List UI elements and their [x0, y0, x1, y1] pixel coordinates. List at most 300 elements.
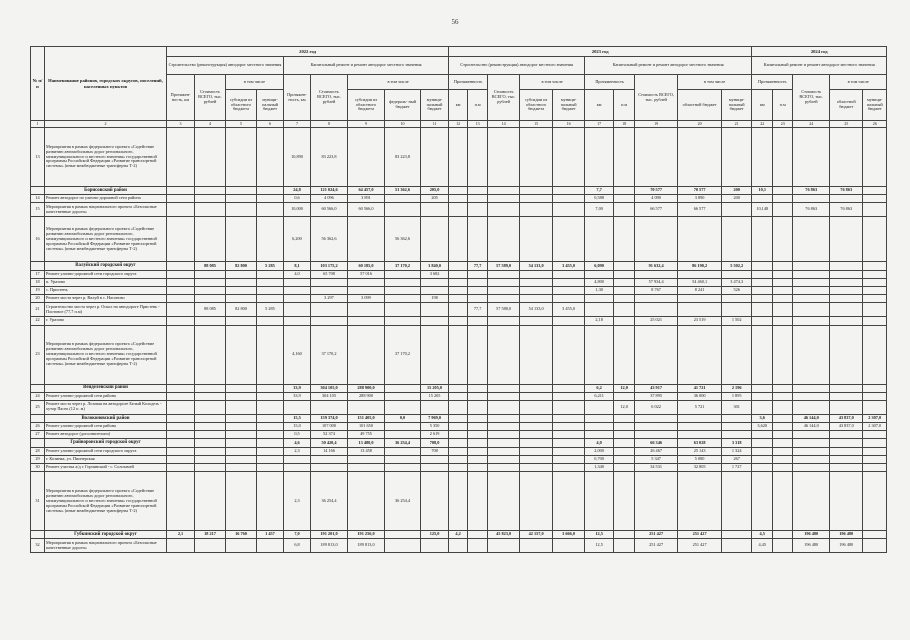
cell-value — [863, 295, 887, 303]
cell-value — [468, 278, 488, 286]
cell-value — [226, 455, 257, 463]
cell-value: 66 346 — [635, 439, 678, 447]
row-name: Ремонт участка а/д г. Горчинский - с. Солохачей — [45, 464, 167, 472]
cell-value: 6,8 — [284, 539, 311, 553]
column-number: 5 — [226, 121, 257, 128]
cell-value — [722, 472, 752, 531]
cell-value — [167, 325, 195, 384]
cell-value — [195, 414, 226, 422]
cell-value — [863, 278, 887, 286]
row-name: г. Уразово — [45, 317, 167, 325]
cell-value — [793, 286, 830, 294]
cell-value: 57 588,0 — [488, 303, 520, 317]
cell-value: 4,2 — [449, 531, 468, 539]
cell-value — [678, 423, 722, 431]
cell-value — [722, 414, 752, 422]
cell-value — [488, 187, 520, 195]
cell-value: 66 577 — [678, 203, 722, 217]
cell-value — [385, 195, 421, 203]
cell-value — [488, 278, 520, 286]
cell-value — [520, 455, 553, 463]
cell-value: 191 256,0 — [348, 531, 385, 539]
cell-value — [863, 270, 887, 278]
cell-value — [449, 423, 468, 431]
cell-value: 36 254,4 — [385, 472, 421, 531]
header-cost: Стоимость ВСЕГО, тыс. рублей — [635, 75, 678, 121]
header-repair-2022: Капитальный ремонт и ремонт автодорог местного значения — [284, 57, 449, 75]
cell-value — [226, 295, 257, 303]
cell-value — [553, 464, 585, 472]
cell-value — [468, 270, 488, 278]
cell-value: 82 800 — [226, 262, 257, 270]
cell-value — [773, 217, 793, 262]
cell-value — [226, 472, 257, 531]
cell-value — [635, 270, 678, 278]
cell-value — [553, 195, 585, 203]
cell-value: 304 105,0 — [311, 384, 348, 392]
cell-value: 288 900 — [348, 392, 385, 400]
cell-value — [793, 455, 830, 463]
cell-value — [385, 392, 421, 400]
cell-value — [284, 278, 311, 286]
cell-value — [863, 539, 887, 553]
cell-value — [488, 539, 520, 553]
cell-value — [520, 414, 553, 422]
cell-value — [167, 464, 195, 472]
cell-value — [348, 325, 385, 384]
cell-value — [195, 317, 226, 325]
cell-value — [520, 295, 553, 303]
cell-value — [449, 195, 468, 203]
cell-value — [553, 270, 585, 278]
cell-value — [468, 325, 488, 384]
cell-value — [488, 400, 520, 414]
cell-value — [773, 270, 793, 278]
column-number: 13 — [468, 121, 488, 128]
cell-value — [226, 431, 257, 439]
cell-value — [722, 270, 752, 278]
cell-value: 3 666,0 — [553, 531, 585, 539]
header-regional: областной бюджет — [830, 90, 863, 121]
cell-value: 12,5 — [585, 531, 614, 539]
cell-value — [773, 295, 793, 303]
cell-value — [468, 217, 488, 262]
column-number: 8 — [311, 121, 348, 128]
row-name: с. Пристень — [45, 286, 167, 294]
cell-value — [585, 128, 614, 187]
cell-value: 205,0 — [421, 187, 449, 195]
cell-value — [195, 217, 226, 262]
header-pm: п.м — [773, 90, 793, 121]
cell-value — [722, 431, 752, 439]
cell-value: 0,0 — [385, 414, 421, 422]
cell-value — [257, 317, 284, 325]
cell-value — [722, 295, 752, 303]
cell-value: 37 895 — [635, 392, 678, 400]
cell-value — [449, 303, 468, 317]
cell-value — [722, 539, 752, 553]
row-name: Ремонт улично-дорожной сети района — [45, 423, 167, 431]
cell-value: 196 480 — [793, 531, 830, 539]
cell-value — [863, 447, 887, 455]
header-municipal: муници- пальный бюджет — [722, 90, 752, 121]
cell-value: 205 — [421, 195, 449, 203]
cell-value: 267 — [722, 455, 752, 463]
header-km: км — [585, 90, 614, 121]
cell-value — [385, 270, 421, 278]
cell-value — [773, 262, 793, 270]
cell-value: 191 201,0 — [311, 531, 348, 539]
row-name: Мероприятия в рамках национального проекта «Безопасные качественные дороги» — [45, 203, 167, 217]
cell-value: 1,30 — [585, 286, 614, 294]
cell-value: 5 721 — [678, 400, 722, 414]
cell-value — [553, 187, 585, 195]
cell-value — [773, 278, 793, 286]
cell-value — [195, 539, 226, 553]
cell-value — [284, 464, 311, 472]
cell-value — [385, 464, 421, 472]
cell-value: 33,9 — [284, 384, 311, 392]
cell-value — [257, 423, 284, 431]
cell-value — [284, 400, 311, 414]
cell-value: 3 474,3 — [722, 278, 752, 286]
cell-value — [752, 384, 773, 392]
cell-value — [348, 464, 385, 472]
cell-value — [257, 203, 284, 217]
cell-value — [348, 472, 385, 531]
cell-value — [449, 278, 468, 286]
cell-value — [553, 278, 585, 286]
table-header — [31, 47, 887, 128]
cell-value: 526 — [722, 286, 752, 294]
cell-value — [793, 217, 830, 262]
cell-value — [752, 217, 773, 262]
column-number: 18 — [614, 121, 635, 128]
header-cost: Стоимость ВСЕГО, тыс. рублей — [793, 75, 830, 121]
cell-value: 77,7 — [468, 262, 488, 270]
table-row — [31, 217, 887, 262]
cell-value: 4,800 — [585, 278, 614, 286]
cell-value — [793, 295, 830, 303]
cell-value: 3 682 — [421, 270, 449, 278]
cell-value — [488, 464, 520, 472]
cell-value — [226, 423, 257, 431]
cell-value — [773, 431, 793, 439]
cell-value: 2,3 — [284, 447, 311, 455]
row-name: Губкинский городской округ — [45, 531, 167, 539]
cell-value: 5 285 — [257, 303, 284, 317]
cell-value: 52 374 — [311, 431, 348, 439]
cell-value — [167, 317, 195, 325]
cell-value: 57 016 — [348, 270, 385, 278]
cell-value: 189 813,0 — [311, 539, 348, 553]
cell-value — [421, 325, 449, 384]
cell-value — [773, 128, 793, 187]
cell-value: 103 175,2 — [311, 262, 348, 270]
cell-value — [468, 400, 488, 414]
cell-value — [385, 384, 421, 392]
cell-value — [793, 431, 830, 439]
cell-value — [226, 278, 257, 286]
cell-value: 86 190,2 — [678, 262, 722, 270]
road-works-table — [30, 46, 887, 553]
cell-value — [863, 392, 887, 400]
cell-value — [195, 447, 226, 455]
column-number: 16 — [553, 121, 585, 128]
cell-value — [449, 217, 468, 262]
column-number: 23 — [773, 121, 793, 128]
cell-value — [752, 286, 773, 294]
column-number: 9 — [348, 121, 385, 128]
cell-value: 12,0 — [614, 384, 635, 392]
cell-value — [348, 128, 385, 187]
cell-value — [863, 472, 887, 531]
row-name: Мероприятия в рамках федерального проекта «Содействие развитию автомобильных дорог регионального, межмуниципального и местного значения» государственной программы Российской Федерации «Развитие транспортной системы» (иные межбюджетные трансферты Т-2) — [45, 472, 167, 531]
cell-value: 200 — [722, 195, 752, 203]
cell-value — [257, 278, 284, 286]
cell-value: 5 350 — [421, 423, 449, 431]
cell-value — [553, 392, 585, 400]
cell-value — [752, 195, 773, 203]
cell-value — [348, 217, 385, 262]
cell-value — [793, 464, 830, 472]
cell-value — [553, 203, 585, 217]
header-federal: федераль- ный бюджет — [385, 90, 421, 121]
cell-value — [257, 431, 284, 439]
cell-value — [421, 464, 449, 472]
cell-value — [421, 539, 449, 553]
column-number: 10 — [385, 121, 421, 128]
cell-value: 251 427 — [635, 531, 678, 539]
header-pm: п.м — [468, 90, 488, 121]
row-number — [31, 414, 45, 422]
header-year-2024: 2024 год — [752, 47, 887, 57]
cell-value — [449, 262, 468, 270]
cell-value — [311, 278, 348, 286]
cell-value — [468, 455, 488, 463]
cell-value: 304 105 — [311, 392, 348, 400]
cell-value — [520, 278, 553, 286]
cell-value — [488, 447, 520, 455]
cell-value: 12,5 — [585, 539, 614, 553]
cell-value — [863, 303, 887, 317]
cell-value: 3 455,0 — [553, 262, 585, 270]
cell-value — [752, 325, 773, 384]
cell-value — [385, 539, 421, 553]
cell-value — [195, 278, 226, 286]
cell-value — [284, 455, 311, 463]
cell-value — [830, 270, 863, 278]
cell-value: 57 589,0 — [488, 262, 520, 270]
cell-value — [488, 286, 520, 294]
cell-value — [468, 392, 488, 400]
cell-value — [585, 295, 614, 303]
cell-value — [863, 464, 887, 472]
cell-value — [863, 187, 887, 195]
cell-value: 60 566,0 — [348, 203, 385, 217]
cell-value — [752, 392, 773, 400]
header-construction-2022: Строительство (реконструкция) автодорог местного значения — [167, 57, 284, 75]
cell-value — [385, 317, 421, 325]
table-row — [31, 423, 887, 431]
cell-value — [421, 217, 449, 262]
cell-value — [830, 195, 863, 203]
cell-value — [614, 414, 635, 422]
cell-value — [226, 203, 257, 217]
cell-value — [385, 531, 421, 539]
cell-value — [167, 217, 195, 262]
header-cost: Стоимость ВСЕГО, тыс. рублей — [488, 75, 520, 121]
cell-value — [678, 128, 722, 187]
cell-value: 1 502 — [722, 317, 752, 325]
cell-value — [863, 384, 887, 392]
cell-value: 708,0 — [421, 439, 449, 447]
cell-value — [520, 128, 553, 187]
cell-value: 4,45 — [752, 539, 773, 553]
cell-value — [614, 531, 635, 539]
cell-value — [553, 384, 585, 392]
header-length: Протяженность — [585, 75, 635, 90]
cell-value — [722, 303, 752, 317]
cell-value — [520, 384, 553, 392]
cell-value — [167, 286, 195, 294]
cell-value — [167, 384, 195, 392]
cell-value: 15 205,0 — [421, 384, 449, 392]
cell-value — [553, 423, 585, 431]
cell-value: 708 — [421, 447, 449, 455]
cell-value: 54 133,0 — [520, 303, 553, 317]
cell-value — [195, 439, 226, 447]
column-number: 12 — [449, 121, 468, 128]
cell-value: 5 285 — [257, 262, 284, 270]
cell-value — [195, 195, 226, 203]
row-name: Строительство моста через р. Оскол на автодороге Пристень - Плотовое (77,7 п.м) — [45, 303, 167, 317]
cell-value — [167, 270, 195, 278]
cell-value — [722, 217, 752, 262]
table-row — [31, 447, 887, 455]
cell-value: 3 297 — [311, 295, 348, 303]
cell-value — [614, 392, 635, 400]
cell-value: 2,3 — [284, 472, 311, 531]
cell-value — [257, 187, 284, 195]
row-number: 17 — [31, 270, 45, 278]
cell-value: 26 467 — [635, 447, 678, 455]
cell-value: 46 144,0 — [793, 414, 830, 422]
cell-value — [752, 400, 773, 414]
cell-value — [635, 295, 678, 303]
cell-value: 16 760 — [226, 531, 257, 539]
column-number: 22 — [752, 121, 773, 128]
cell-value — [830, 392, 863, 400]
cell-value — [830, 447, 863, 455]
cell-value — [773, 195, 793, 203]
cell-value: 7,7 — [585, 187, 614, 195]
cell-value — [226, 270, 257, 278]
district-total-row — [31, 414, 887, 422]
cell-value: 65 708 — [311, 270, 348, 278]
cell-value — [635, 414, 678, 422]
cell-value — [773, 317, 793, 325]
cell-value — [257, 447, 284, 455]
cell-value — [614, 128, 635, 187]
cell-value — [793, 447, 830, 455]
cell-value — [167, 455, 195, 463]
table-row — [31, 270, 887, 278]
cell-value — [284, 295, 311, 303]
cell-value: 3 318 — [722, 439, 752, 447]
cell-value — [793, 325, 830, 384]
cell-value: 56 362,6 — [385, 217, 421, 262]
cell-value — [773, 464, 793, 472]
cell-value — [614, 217, 635, 262]
cell-value — [614, 455, 635, 463]
cell-value: 37 170,2 — [311, 325, 348, 384]
cell-value — [585, 472, 614, 531]
cell-value — [752, 439, 773, 447]
cell-value — [468, 539, 488, 553]
cell-value: 88 085 — [195, 303, 226, 317]
cell-value — [421, 400, 449, 414]
cell-value — [553, 295, 585, 303]
cell-value — [195, 472, 226, 531]
cell-value: 18 217 — [195, 531, 226, 539]
cell-value — [226, 439, 257, 447]
cell-value — [226, 317, 257, 325]
cell-value — [614, 270, 635, 278]
table-row — [31, 325, 887, 384]
table-row — [31, 464, 887, 472]
cell-value: 1 895 — [722, 392, 752, 400]
cell-value — [167, 128, 195, 187]
cell-value — [488, 325, 520, 384]
cell-value — [167, 195, 195, 203]
cell-value — [468, 187, 488, 195]
cell-value — [830, 439, 863, 447]
cell-value — [585, 325, 614, 384]
cell-value — [226, 286, 257, 294]
cell-value: 0,5 — [284, 431, 311, 439]
cell-value — [553, 325, 585, 384]
district-total-row — [31, 531, 887, 539]
cell-value — [585, 270, 614, 278]
cell-value: 91 632,4 — [635, 262, 678, 270]
cell-value — [752, 447, 773, 455]
cell-value — [195, 431, 226, 439]
cell-value: 2,000 — [585, 447, 614, 455]
cell-value — [614, 203, 635, 217]
header-subsidy: субсидии из областного бюджета — [520, 90, 553, 121]
row-number: 14 — [31, 195, 45, 203]
cell-value — [468, 414, 488, 422]
cell-value — [449, 295, 468, 303]
cell-value: 34 531 — [635, 464, 678, 472]
cell-value — [488, 384, 520, 392]
cell-value — [773, 472, 793, 531]
header-construction-2023: Строительство (реконструкция) автодорог местного значения — [449, 57, 585, 75]
cell-value — [468, 317, 488, 325]
cell-value — [449, 439, 468, 447]
table-row — [31, 455, 887, 463]
table-row — [31, 286, 887, 294]
cell-value — [449, 286, 468, 294]
column-number: 26 — [863, 121, 887, 128]
cell-value: 25 021 — [635, 317, 678, 325]
road-works-table-sheet — [30, 46, 886, 553]
cell-value — [678, 414, 722, 422]
cell-value — [449, 187, 468, 195]
cell-value: 288 900,0 — [348, 384, 385, 392]
cell-value — [167, 187, 195, 195]
